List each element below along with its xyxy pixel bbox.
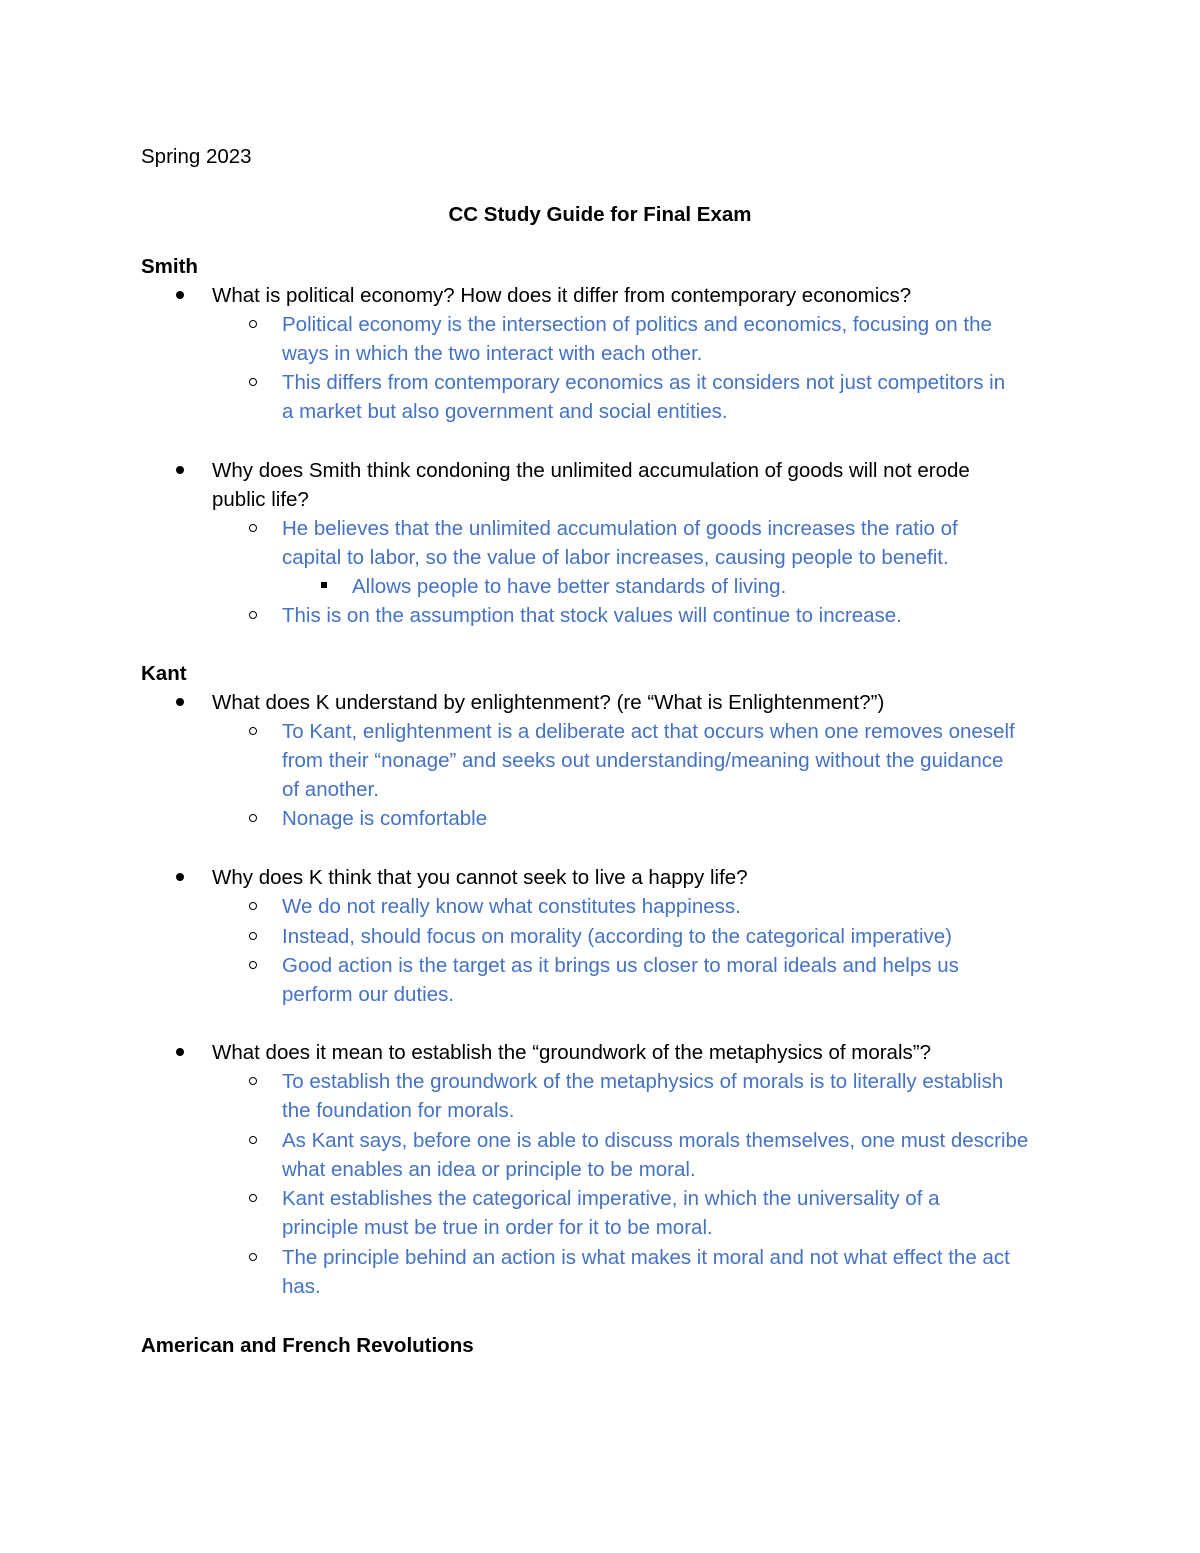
answer-smith-2b: This is on the assumption that stock values will continue to increase. (282, 604, 902, 627)
answer-kant-2a: We do not really know what constitutes happiness. (282, 895, 741, 918)
answer-kant-1a-line2: from their “nonage” and seeks out understanding/meaning without the guidance (282, 749, 1004, 772)
circle-bullet-icon (249, 524, 257, 532)
answer-smith-1b-line1: This differs from contemporary economics as it considers not just competitors in (282, 371, 1006, 394)
answer-kant-2c-line2: perform our duties. (282, 983, 455, 1006)
circle-bullet-icon (249, 1136, 257, 1144)
circle-bullet-icon (249, 1253, 257, 1261)
circle-bullet-icon (249, 611, 257, 619)
answer-kant-1b: Nonage is comfortable (282, 807, 488, 830)
answer-smith-2a-line1: He believes that the unlimited accumulation of goods increases the ratio of (282, 517, 958, 540)
answer-smith-1a-line1: Political economy is the intersection of politics and economics, focusing on the (282, 313, 992, 336)
circle-bullet-icon (249, 1194, 257, 1202)
answer-kant-1a-line3: of another. (282, 778, 379, 801)
answer-kant-3b-line2: what enables an idea or principle to be moral. (282, 1158, 696, 1181)
circle-bullet-icon (249, 1077, 257, 1085)
circle-bullet-icon (249, 902, 257, 910)
circle-bullet-icon (249, 961, 257, 969)
answer-kant-1a-line1: To Kant, enlightenment is a deliberate act that occurs when one removes oneself (282, 720, 1015, 743)
answer-kant-2b: Instead, should focus on morality (according to the categorical imperative) (282, 925, 953, 948)
answer-smith-1b-line2: a market but also government and social entities. (282, 400, 728, 423)
answer-smith-2a-line2: capital to labor, so the value of labor increases, causing people to benefit. (282, 546, 949, 569)
section-heading-revolutions: American and French Revolutions (141, 1334, 474, 1357)
answer-kant-3a-line1: To establish the groundwork of the metaphysics of morals is to literally establish (282, 1070, 1004, 1093)
bullet-icon (176, 291, 184, 299)
question-kant-3: What does it mean to establish the “groundwork of the metaphysics of morals”? (212, 1041, 931, 1064)
term-label: Spring 2023 (141, 145, 252, 168)
bullet-icon (176, 698, 184, 706)
answer-kant-3c-line1: Kant establishes the categorical imperative, in which the universality of a (282, 1187, 940, 1210)
question-smith-2-line1: Why does Smith think condoning the unlimited accumulation of goods will not erode (212, 459, 970, 482)
answer-kant-3d-line2: has. (282, 1275, 321, 1298)
answer-smith-2a-sub: Allows people to have better standards of living. (352, 575, 787, 598)
bullet-icon (176, 1048, 184, 1056)
bullet-icon (176, 466, 184, 474)
answer-kant-3c-line2: principle must be true in order for it to be moral. (282, 1216, 713, 1239)
section-heading-kant: Kant (141, 662, 187, 685)
question-smith-2-line2: public life? (212, 488, 309, 511)
square-bullet-icon (321, 582, 327, 588)
answer-kant-3a-line2: the foundation for morals. (282, 1099, 515, 1122)
circle-bullet-icon (249, 378, 257, 386)
answer-kant-3d-line1: The principle behind an action is what makes it moral and not what effect the act (282, 1246, 1010, 1269)
answer-kant-3b-line1: As Kant says, before one is able to discuss morals themselves, one must describe (282, 1129, 1029, 1152)
bullet-icon (176, 873, 184, 881)
circle-bullet-icon (249, 727, 257, 735)
circle-bullet-icon (249, 932, 257, 940)
answer-smith-1a-line2: ways in which the two interact with each other. (282, 342, 703, 365)
circle-bullet-icon (249, 320, 257, 328)
circle-bullet-icon (249, 814, 257, 822)
question-kant-1: What does K understand by enlightenment? (re “What is Enlightenment?”) (212, 691, 885, 714)
section-heading-smith: Smith (141, 255, 198, 278)
question-smith-1: What is political economy? How does it differ from contemporary economics? (212, 284, 912, 307)
question-kant-2: Why does K think that you cannot seek to live a happy life? (212, 866, 748, 889)
answer-kant-2c-line1: Good action is the target as it brings us closer to moral ideals and helps us (282, 954, 959, 977)
document-title: CC Study Guide for Final Exam (448, 203, 752, 226)
